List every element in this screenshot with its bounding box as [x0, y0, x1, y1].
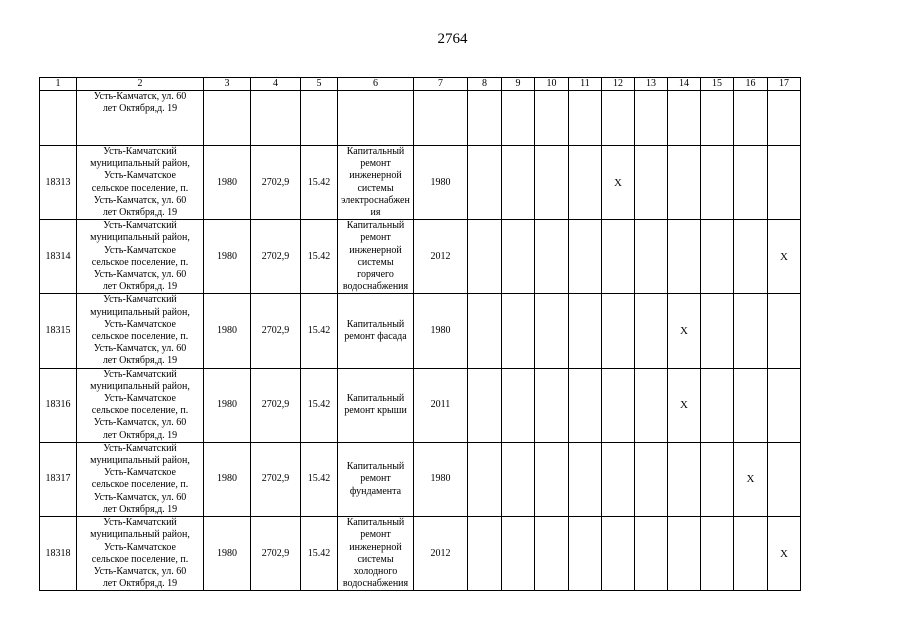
mark-cell-14: X — [668, 368, 701, 442]
mark-cell-12 — [602, 368, 635, 442]
year2-cell: 1980 — [414, 146, 468, 220]
repair-schedule-table — [39, 77, 801, 591]
year-cell: 1980 — [204, 294, 251, 368]
column-number: 4 — [251, 78, 301, 91]
work-type-cell: Капитальный ремонт фасада — [338, 294, 414, 368]
mark-cell-15 — [701, 442, 734, 516]
address-cell: Усть-Камчатский муниципальный район, Усть-Камчатское сельское поселение, п. Усть-Камчатск, ул. 60 лет Октября,д. 19 — [77, 294, 204, 368]
mark-cell-16 — [734, 220, 768, 294]
area-cell: 2702,9 — [251, 294, 301, 368]
column-number: 2 — [77, 78, 204, 91]
column-number: 6 — [338, 78, 414, 91]
mark-cell-12: X — [602, 146, 635, 220]
column-number: 17 — [768, 78, 801, 91]
empty-cell — [668, 91, 701, 146]
empty-cell — [414, 91, 468, 146]
year-cell: 1980 — [204, 146, 251, 220]
empty-cell — [338, 91, 414, 146]
id-cell — [40, 91, 77, 146]
address-cell: Усть-Камчатск, ул. 60 лет Октября,д. 19 — [77, 91, 204, 146]
empty-cell — [301, 91, 338, 146]
mark-cell-9 — [502, 368, 535, 442]
wear-cell: 15.42 — [301, 146, 338, 220]
mark-cell-15 — [701, 146, 734, 220]
address-cell: Усть-Камчатский муниципальный район, Усть-Камчатское сельское поселение, п. Усть-Камчатск, ул. 60 лет Октября,д. 19 — [77, 220, 204, 294]
table-row — [40, 517, 801, 591]
mark-cell-13 — [635, 368, 668, 442]
column-number-row — [40, 78, 801, 91]
year2-cell: 2012 — [414, 220, 468, 294]
wear-cell: 15.42 — [301, 442, 338, 516]
mark-cell-17: X — [768, 220, 801, 294]
mark-cell-9 — [502, 294, 535, 368]
year2-cell: 2011 — [414, 368, 468, 442]
mark-cell-17 — [768, 368, 801, 442]
wear-cell: 15.42 — [301, 368, 338, 442]
year-cell: 1980 — [204, 442, 251, 516]
mark-cell-17 — [768, 442, 801, 516]
id-cell: 18316 — [40, 368, 77, 442]
mark-cell-16 — [734, 146, 768, 220]
year2-cell: 2012 — [414, 517, 468, 591]
mark-cell-10 — [535, 294, 569, 368]
mark-cell-10 — [535, 442, 569, 516]
mark-cell-13 — [635, 442, 668, 516]
mark-cell-15 — [701, 294, 734, 368]
empty-cell — [502, 91, 535, 146]
work-type-cell: Капитальный ремонт крыши — [338, 368, 414, 442]
wear-cell: 15.42 — [301, 220, 338, 294]
id-cell: 18318 — [40, 517, 77, 591]
area-cell: 2702,9 — [251, 517, 301, 591]
empty-cell — [635, 91, 668, 146]
mark-cell-8 — [468, 220, 502, 294]
empty-cell — [768, 91, 801, 146]
mark-cell-13 — [635, 517, 668, 591]
mark-cell-15 — [701, 517, 734, 591]
empty-cell — [204, 91, 251, 146]
address-cell: Усть-Камчатский муниципальный район, Усть-Камчатское сельское поселение, п. Усть-Камчатск, ул. 60 лет Октября,д. 19 — [77, 368, 204, 442]
address-cell: Усть-Камчатский муниципальный район, Усть-Камчатское сельское поселение, п. Усть-Камчатск, ул. 60 лет Октября,д. 19 — [77, 146, 204, 220]
column-number: 16 — [734, 78, 768, 91]
mark-cell-9 — [502, 220, 535, 294]
mark-cell-13 — [635, 146, 668, 220]
address-cell: Усть-Камчатский муниципальный район, Усть-Камчатское сельское поселение, п. Усть-Камчатск, ул. 60 лет Октября,д. 19 — [77, 517, 204, 591]
mark-cell-14 — [668, 146, 701, 220]
mark-cell-9 — [502, 517, 535, 591]
column-number: 13 — [635, 78, 668, 91]
mark-cell-11 — [569, 517, 602, 591]
mark-cell-12 — [602, 294, 635, 368]
column-number: 15 — [701, 78, 734, 91]
mark-cell-11 — [569, 220, 602, 294]
mark-cell-11 — [569, 294, 602, 368]
mark-cell-11 — [569, 442, 602, 516]
mark-cell-17 — [768, 146, 801, 220]
year2-cell: 1980 — [414, 442, 468, 516]
mark-cell-8 — [468, 146, 502, 220]
work-type-cell: Капитальный ремонт инженерной системы электроснабжен ия — [338, 146, 414, 220]
id-cell: 18317 — [40, 442, 77, 516]
column-number: 14 — [668, 78, 701, 91]
continuation-row — [40, 91, 801, 146]
mark-cell-10 — [535, 517, 569, 591]
column-number: 5 — [301, 78, 338, 91]
mark-cell-12 — [602, 442, 635, 516]
empty-cell — [701, 91, 734, 146]
empty-cell — [468, 91, 502, 146]
mark-cell-8 — [468, 294, 502, 368]
area-cell: 2702,9 — [251, 220, 301, 294]
mark-cell-9 — [502, 146, 535, 220]
mark-cell-17 — [768, 294, 801, 368]
mark-cell-8 — [468, 368, 502, 442]
mark-cell-16: X — [734, 442, 768, 516]
mark-cell-8 — [468, 442, 502, 516]
mark-cell-11 — [569, 146, 602, 220]
area-cell: 2702,9 — [251, 368, 301, 442]
id-cell: 18313 — [40, 146, 77, 220]
mark-cell-17: X — [768, 517, 801, 591]
mark-cell-10 — [535, 368, 569, 442]
year-cell: 1980 — [204, 220, 251, 294]
mark-cell-16 — [734, 517, 768, 591]
mark-cell-14: X — [668, 294, 701, 368]
mark-cell-10 — [535, 146, 569, 220]
mark-cell-13 — [635, 220, 668, 294]
year-cell: 1980 — [204, 517, 251, 591]
mark-cell-14 — [668, 220, 701, 294]
empty-cell — [602, 91, 635, 146]
column-number: 10 — [535, 78, 569, 91]
mark-cell-13 — [635, 294, 668, 368]
mark-cell-12 — [602, 517, 635, 591]
id-cell: 18314 — [40, 220, 77, 294]
work-type-cell: Капитальный ремонт инженерной системы горячего водоснабжения — [338, 220, 414, 294]
table-row — [40, 220, 801, 294]
column-number: 11 — [569, 78, 602, 91]
area-cell: 2702,9 — [251, 442, 301, 516]
page-number: 2764 — [437, 31, 468, 47]
mark-cell-15 — [701, 220, 734, 294]
empty-cell — [569, 91, 602, 146]
table-row — [40, 368, 801, 442]
column-number: 9 — [502, 78, 535, 91]
empty-cell — [734, 91, 768, 146]
year-cell: 1980 — [204, 368, 251, 442]
work-type-cell: Капитальный ремонт фундамента — [338, 442, 414, 516]
column-number: 12 — [602, 78, 635, 91]
column-number: 3 — [204, 78, 251, 91]
mark-cell-15 — [701, 368, 734, 442]
empty-cell — [251, 91, 301, 146]
wear-cell: 15.42 — [301, 517, 338, 591]
empty-cell — [535, 91, 569, 146]
wear-cell: 15.42 — [301, 294, 338, 368]
mark-cell-16 — [734, 368, 768, 442]
mark-cell-14 — [668, 442, 701, 516]
mark-cell-16 — [734, 294, 768, 368]
table-row — [40, 442, 801, 516]
mark-cell-9 — [502, 442, 535, 516]
mark-cell-8 — [468, 517, 502, 591]
mark-cell-10 — [535, 220, 569, 294]
work-type-cell: Капитальный ремонт инженерной системы холодного водоснабжения — [338, 517, 414, 591]
mark-cell-12 — [602, 220, 635, 294]
year2-cell: 1980 — [414, 294, 468, 368]
mark-cell-14 — [668, 517, 701, 591]
address-cell: Усть-Камчатский муниципальный район, Усть-Камчатское сельское поселение, п. Усть-Камчатск, ул. 60 лет Октября,д. 19 — [77, 442, 204, 516]
table-row — [40, 146, 801, 220]
area-cell: 2702,9 — [251, 146, 301, 220]
column-number: 8 — [468, 78, 502, 91]
id-cell: 18315 — [40, 294, 77, 368]
column-number: 1 — [40, 78, 77, 91]
mark-cell-11 — [569, 368, 602, 442]
column-number: 7 — [414, 78, 468, 91]
table-row — [40, 294, 801, 368]
